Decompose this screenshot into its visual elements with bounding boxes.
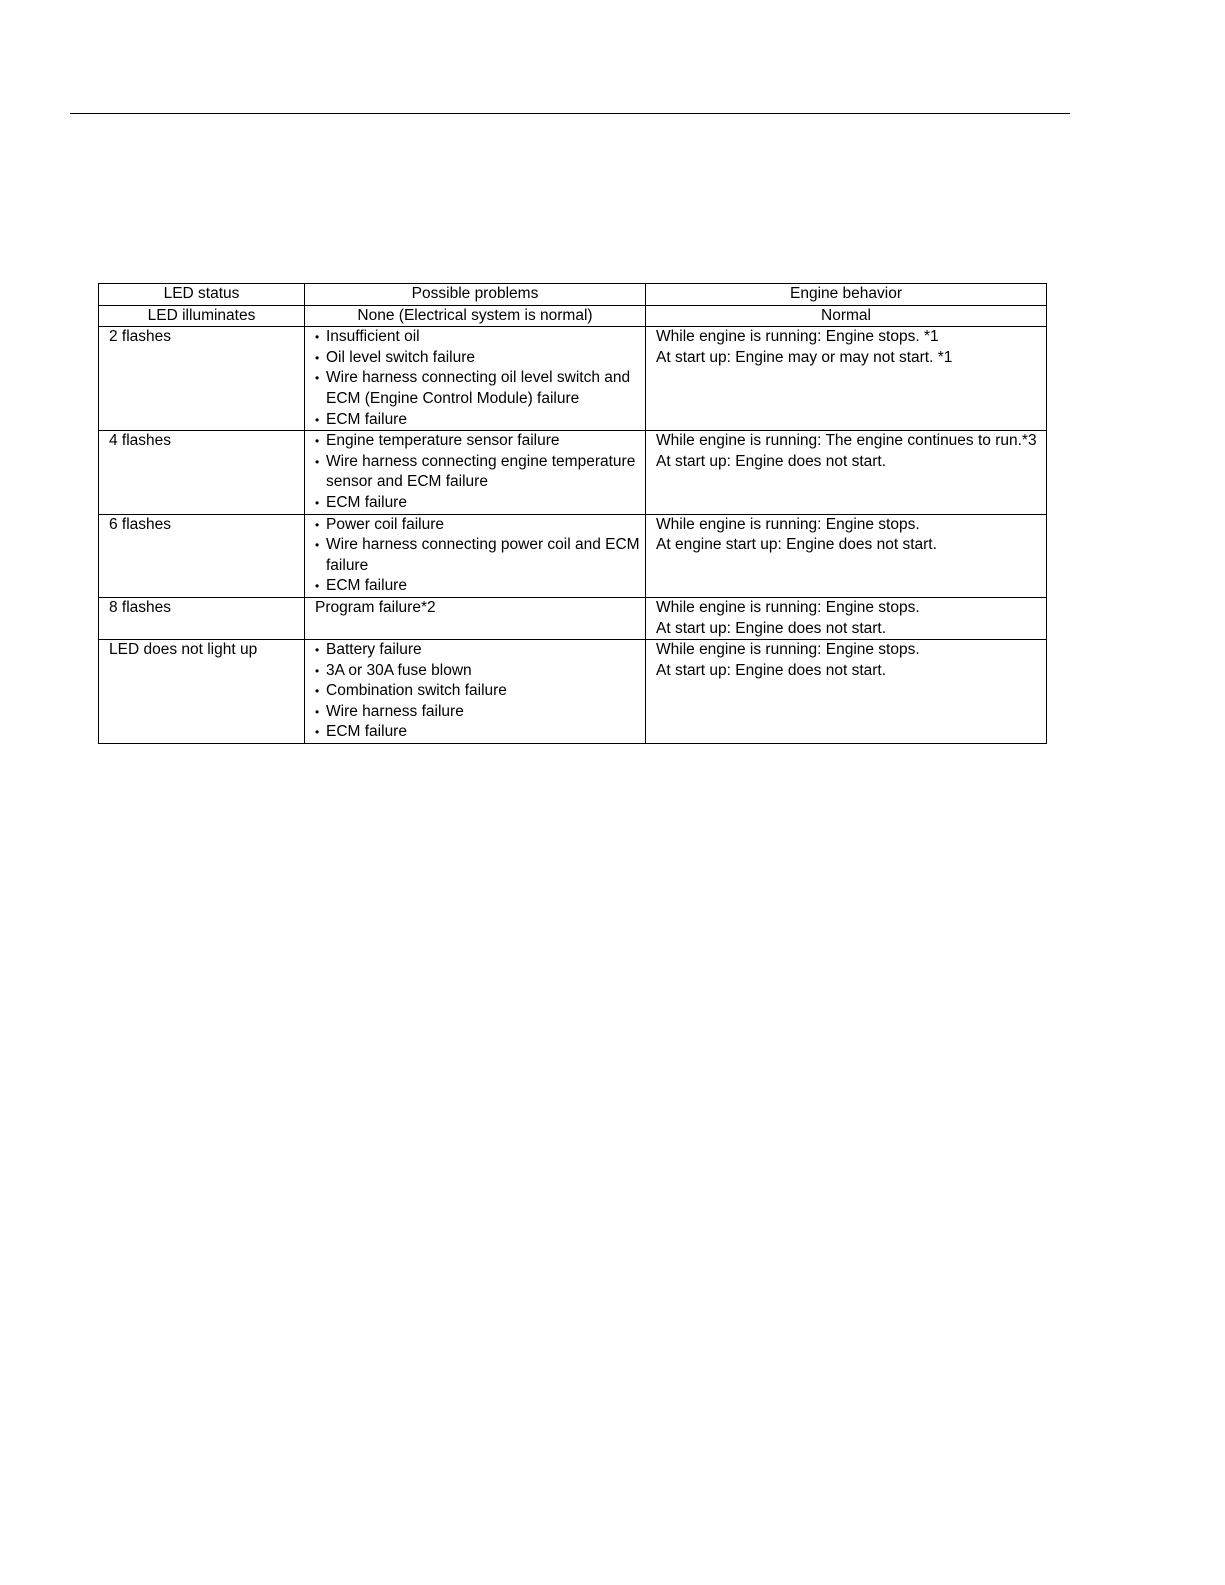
table-row-normal [99,305,1047,327]
behavior-list [656,431,1046,472]
cell-led-status: LED illuminates [99,305,305,327]
list-item: • Wire harness connecting oil level switch and ECM (Engine Control Module) failure [315,368,645,409]
cell-engine-behavior [646,597,1047,639]
led-diagnosis-table [98,283,1047,744]
list-item: • ECM failure [315,410,645,431]
cell-led-status: 6 flashes [99,514,305,597]
list-item: • Engine temperature sensor failure [315,431,645,452]
list-item: • Oil level switch failure [315,348,645,369]
cell-engine-behavior: Normal [646,305,1047,327]
top-rule [70,113,1070,114]
list-item: • Wire harness failure [315,702,645,723]
problem-text: Program failure*2 [315,598,436,616]
cell-possible-problems: None (Electrical system is normal) [305,305,646,327]
list-item: While engine is running: Engine stops. [656,515,920,533]
behavior-list [656,640,1046,681]
list-item: At start up: Engine may or may not start. *1 [656,348,953,366]
table-row-4-flashes [99,431,1047,514]
list-item: • Battery failure [315,640,645,661]
list-item: At start up: Engine does not start. [656,619,887,637]
behavior-list [656,598,1046,639]
list-item: • Wire harness connecting power coil and ECM failure [315,535,645,576]
list-item: At start up: Engine does not start. [656,452,887,470]
list-item: • 3A or 30A fuse blown [315,661,645,682]
cell-engine-behavior [646,327,1047,431]
list-item: • Power coil failure [315,515,645,536]
cell-engine-behavior [646,514,1047,597]
list-item: At start up: Engine does not start. [656,661,887,679]
list-item: • ECM failure [315,493,645,514]
table-row-2-flashes [99,327,1047,431]
cell-led-status: 4 flashes [99,431,305,514]
cell-led-status: 8 flashes [99,597,305,639]
list-item: • Insufficient oil [315,327,645,348]
cell-possible-problems [305,640,646,744]
problem-list [315,431,645,513]
problem-list [315,515,645,597]
table-row-8-flashes [99,597,1047,639]
list-item: While engine is running: Engine stops. [656,641,920,659]
list-item: • Wire harness connecting engine temperature sensor and ECM failure [315,452,645,493]
list-item: • ECM failure [315,722,645,743]
cell-led-status: 2 flashes [99,327,305,431]
cell-possible-problems [305,431,646,514]
header-engine-behavior: Engine behavior [646,284,1047,306]
cell-possible-problems [305,514,646,597]
header-possible-problems: Possible problems [305,284,646,306]
cell-possible-problems [305,327,646,431]
cell-engine-behavior [646,431,1047,514]
table-row-6-flashes [99,514,1047,597]
behavior-list [656,327,1046,368]
list-item: While engine is running: The engine continues to run.*3 [656,432,1037,450]
list-item: • ECM failure [315,576,645,597]
cell-led-status: LED does not light up [99,640,305,744]
problem-list [315,640,645,743]
list-item: While engine is running: Engine stops. [656,598,920,616]
table-header-row [99,284,1047,306]
behavior-list [656,515,1046,556]
list-item: While engine is running: Engine stops. *1 [656,328,939,346]
list-item: • Combination switch failure [315,681,645,702]
header-led-status: LED status [99,284,305,306]
cell-possible-problems [305,597,646,639]
table-row-no-light [99,640,1047,744]
list-item: At engine start up: Engine does not start. [656,536,937,554]
problem-list [315,327,645,430]
cell-engine-behavior [646,640,1047,744]
